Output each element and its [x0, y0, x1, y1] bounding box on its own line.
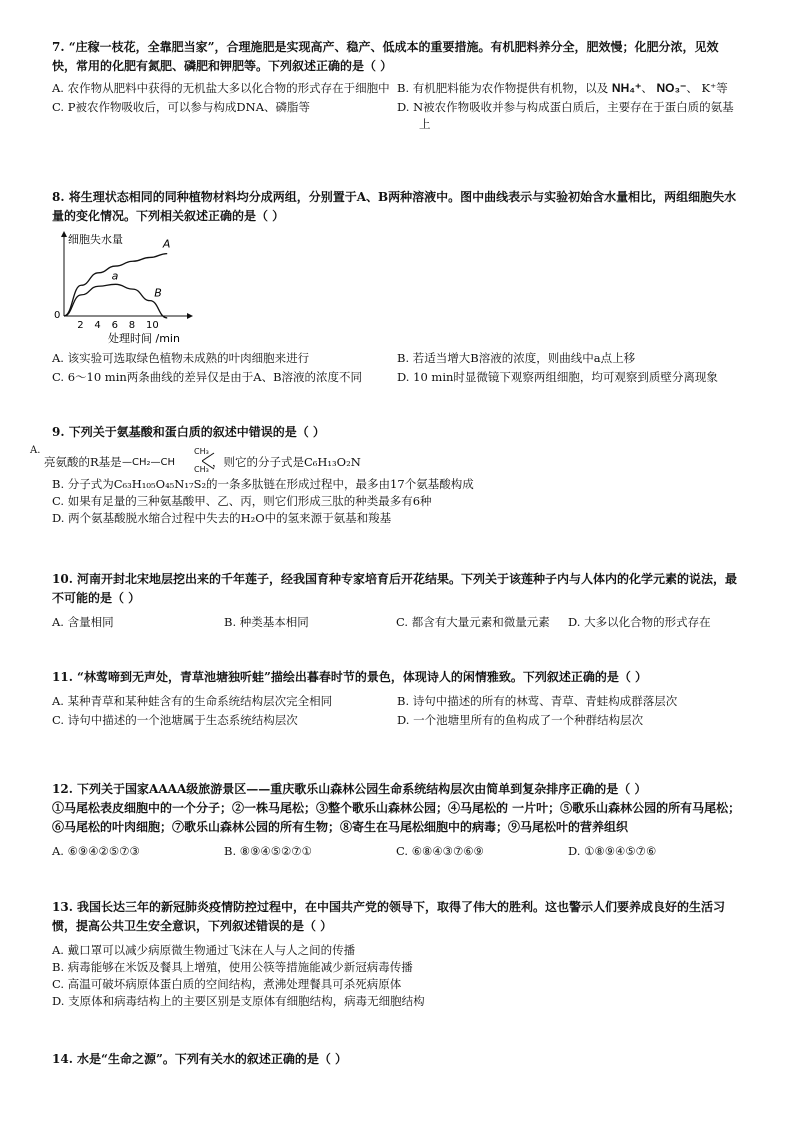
question-9	[30, 423, 742, 527]
q10-option-b[interactable]: B. 种类基本相同	[224, 615, 309, 629]
q8-option-c[interactable]: C. 6～10 min两条曲线的差异仅是由于A、B溶液的浓度不同	[52, 370, 363, 384]
q14-stem: 14. 水是“生命之源”。下列有关水的叙述正确的是（ ）	[52, 1052, 348, 1066]
q11-stem: 11. “林莺啼到无声处，青草池塘独听蛙”描绘出暮春时节的景色，体现诗人的闲情雅致。下列叙述正确的是（ ）	[52, 670, 648, 684]
x-tick-label: 0	[54, 310, 61, 321]
question-13	[52, 898, 742, 1010]
q10-stem: 10. 河南开封北宋地层挖出来的千年莲子，经我国育种专家培育后开花结果。下列关于该莲种子内与人体内的化学元素的说法，最不可能的是（ ）	[52, 572, 738, 605]
q13-option-c[interactable]: C. 高温可破坏病原体蛋白质的空间结构，煮沸处理餐具可杀死病原体	[52, 977, 402, 991]
series-b-line	[64, 284, 167, 318]
q9-stem: 9. 下列关于氨基酸和蛋白质的叙述中错误的是（ ）	[52, 425, 325, 439]
q13-option-a[interactable]: A. 戴口罩可以减少病原微生物通过飞沫在人与人之间的传播	[52, 943, 356, 957]
question-10	[52, 570, 742, 631]
q7-option-b-suffix: 等	[716, 81, 728, 95]
question-12	[52, 780, 742, 860]
x-tick-label: 8	[128, 320, 136, 331]
q12-stem: 12. 下列关于国家AAAA级旅游景区——重庆歌乐山森林公园生命系统结构层次由简单到复杂排序正确的是（ ）	[52, 782, 647, 796]
x-axis-label: 处理时间 /min	[108, 332, 180, 345]
q8-stem: 8. 将生理状态相同的同种植物材料均分成两组，分别置于A、B两种溶液中。图中曲线表示与实验初始含水量相比，两组细胞失水量的变化情况。下列相关叙述正确的是（ ）	[52, 190, 737, 223]
q9-option-a-text: 亮氨酸的R基是	[44, 455, 122, 469]
ion-potassium: K⁺	[701, 81, 717, 95]
ion-ammonium: NH₄⁺	[611, 81, 642, 95]
q12-option-a[interactable]: A. ⑥⑨④②⑤⑦③	[52, 844, 140, 858]
water-loss-chart	[52, 228, 242, 346]
q10-option-c[interactable]: C. 都含有大量元素和微量元素	[396, 615, 550, 629]
series-b-label: B	[154, 286, 162, 300]
x-tick-label: 4	[94, 320, 101, 331]
question-8-options	[52, 350, 742, 386]
question-14	[52, 1050, 742, 1069]
q8-option-b[interactable]: B. 若适当增大B溶液的浓度，则曲线中a点上移	[397, 351, 636, 365]
leucine-r-group: —CH₂—CH	[122, 457, 176, 468]
x-tick-label: 6	[111, 320, 118, 331]
q9-option-a-formula: ，则它的分子式是C₆H₁₃O₂N	[212, 455, 361, 469]
q8-option-d[interactable]: D. 10 min时显微镜下观察两组细胞，均可观察到质壁分离现象	[397, 370, 718, 384]
q9-option-a[interactable]: A. 亮氨酸的R基是 —CH₂—CH CH₃ CH₃ ，则它的分子式是C₆H₁₃O₂N	[30, 445, 361, 474]
q7-option-b[interactable]: B. 有机肥料能为农作物提供有机物，以及 NH₄⁺、 NO₃⁻、 K⁺等	[397, 81, 728, 95]
q10-option-a[interactable]: A. 含量相同	[52, 615, 114, 629]
q7-option-d[interactable]: D. N被农作物吸收并参与构成蛋白质后，主要存在于蛋白质的氨基上	[397, 100, 734, 131]
q7-option-a[interactable]: A. 农作物从肥料中获得的无机盐大多以化合物的形式存在于细胞中	[52, 81, 390, 95]
q8-option-a[interactable]: A. 该实验可选取绿色植物未成熟的叶肉细胞来进行	[52, 351, 310, 365]
question-7	[52, 38, 742, 133]
ion-nitrate: NO₃⁻	[656, 81, 687, 95]
q9-option-c[interactable]: C. 如果有足量的三种氨基酸甲、乙、丙，则它们形成三肽的种类最多有6种	[52, 494, 432, 508]
q12-option-d[interactable]: D. ①⑧⑨④⑤⑦⑥	[568, 844, 657, 858]
question-8	[52, 188, 742, 226]
question-11	[52, 668, 742, 729]
q7-option-b-text: B. 有机肥料能为农作物提供有机物，以及	[397, 81, 609, 95]
q12-items: ①马尾松表皮细胞中的一个分子；②一株马尾松；③整个歌乐山森林公园；④马尾松的 一片叶；⑤歌乐山森林公园的所有马尾松；⑥马尾松的叶肉细胞；⑦歌乐山森林公园的所有生物；⑧寄生在马尾松细胞中的病毒；⑨马尾松叶的营养组织	[52, 801, 741, 834]
series-a-label: A	[162, 237, 171, 251]
y-axis-label: 细胞失水量	[68, 233, 123, 246]
x-tick-label: 2	[77, 320, 84, 331]
q11-option-c[interactable]: C. 诗句中描述的一个池塘属于生态系统结构层次	[52, 713, 298, 727]
q11-option-a[interactable]: A. 某种青草和某种蛙含有的生命系统结构层次完全相同	[52, 694, 333, 708]
q11-option-b[interactable]: B. 诗句中描述的所有的林莺、青草、青蛙构成群落层次	[397, 694, 678, 708]
q12-option-c[interactable]: C. ⑥⑧④③⑦⑥⑨	[396, 844, 484, 858]
q13-option-b[interactable]: B. 病毒能够在米饭及餐具上增殖，使用公筷等措施能减少新冠病毒传播	[52, 960, 413, 974]
q10-option-d[interactable]: D. 大多以化合物的形式存在	[568, 615, 711, 629]
q9-option-d[interactable]: D. 两个氨基酸脱水缩合过程中失去的H₂O中的氢来源于氨基和羧基	[52, 511, 392, 525]
q7-stem: 7. “庄稼一枝花，全靠肥当家”，合理施肥是实现高产、稳产、低成本的重要措施。有机肥料养分全，肥效慢；化肥分浓，见效快，常用的化肥有氮肥、磷肥和钾肥等。下列叙述正确的是（ ）	[52, 40, 719, 73]
q13-option-d[interactable]: D. 支原体和病毒结构上的主要区别是支原体有细胞结构，病毒无细胞结构	[52, 994, 425, 1008]
q13-stem: 13. 我国长达三年的新冠肺炎疫情防控过程中，在中国共产党的领导下，取得了伟大的胜利。这也警示人们要养成良好的生活习惯，提高公共卫生安全意识，下列叙述错误的是（ ）	[52, 900, 726, 933]
q9-option-b[interactable]: B. 分子式为C₆₃H₁₀₅O₄₅N₁₇S₂的一条多肽链在形成过程中，最多由17个氨基酸构成	[52, 477, 474, 491]
q11-option-d[interactable]: D. 一个池塘里所有的鱼构成了一个种群结构层次	[397, 713, 644, 727]
x-tick-label: 10	[146, 320, 159, 331]
q12-option-b[interactable]: B. ⑧⑨④⑤②⑦①	[224, 844, 312, 858]
q7-option-c[interactable]: C. P被农作物吸收后，可以参与构成DNA、磷脂等	[52, 100, 311, 114]
point-a-label: a	[111, 269, 119, 283]
